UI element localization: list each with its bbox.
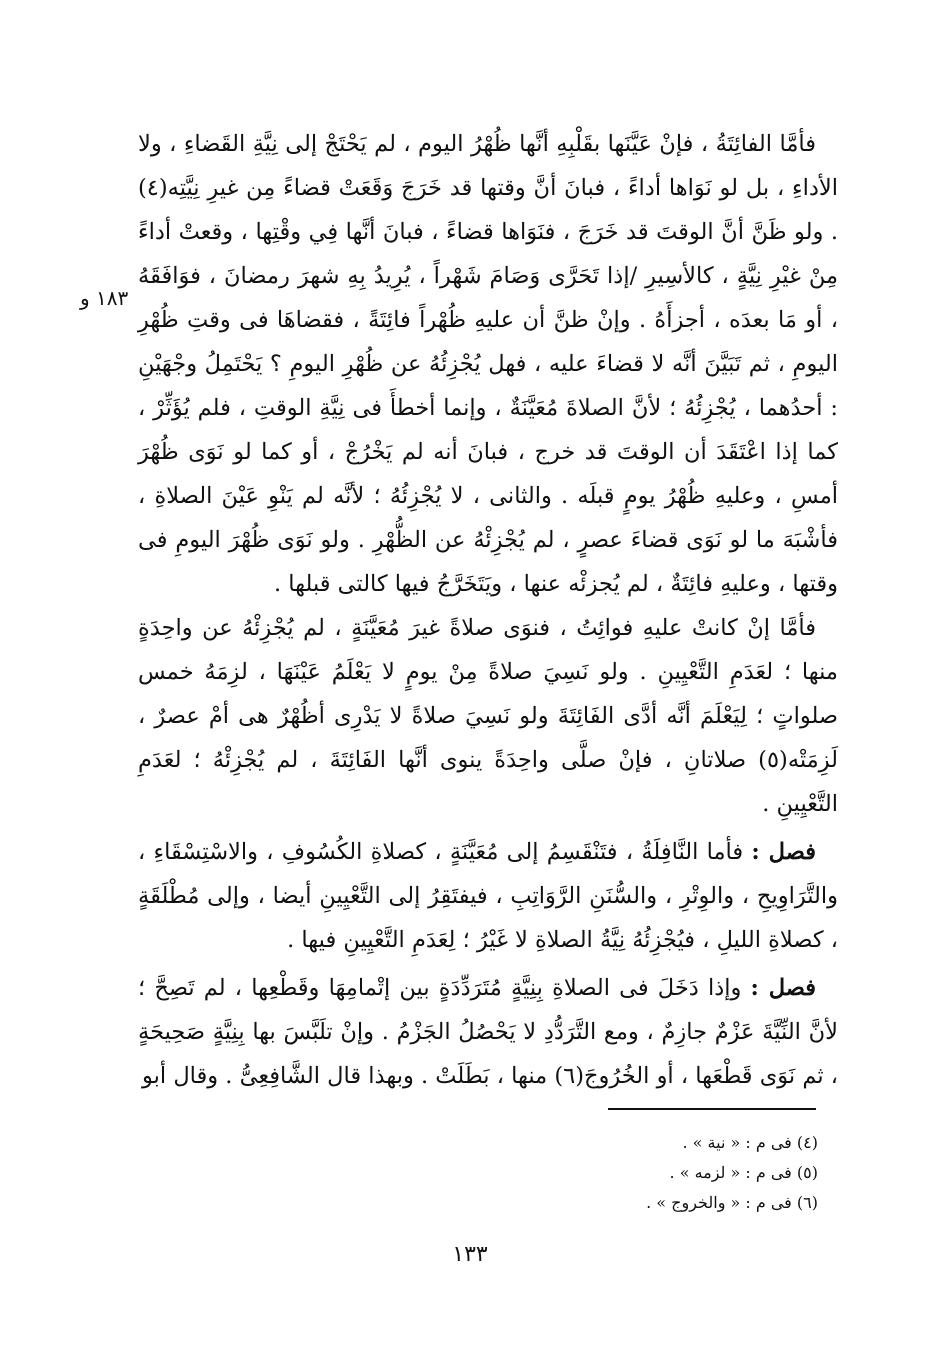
- paragraph-3-text: فأما النَّافِلَةُ ، فتَنْقَسِمُ إلى مُعَيَّنَةٍ ، كصلاةِ الكُسُوفِ ، والاسْتِسْقَاءِ ، والتَّرَاوِيحِ ، والوِتْرِ ، والسُّنَنِ الرَّوَاتِبِ ، فيفتَقِرُ إلى التَّعْيِينِ أيضا ، وإلى مُطْلَقَةٍ ، كصلاةِ الليلِ ، فيُجْزِئُهُ نِيَّةُ الصلاةِ لا غَيْرُ ؛ لِعَدَمِ التَّعْيِينِ فيها .: [138, 839, 838, 953]
- paragraph-fasl-taraddud: [138, 966, 838, 1098]
- margin-folio-note: ١٨٣ و: [80, 286, 129, 310]
- footnote-5: (٥) فى م : « لزمه » .: [669, 1163, 818, 1182]
- page-number: ١٣٣: [452, 1242, 488, 1267]
- paragraph-2: [138, 606, 838, 826]
- main-text: [138, 122, 838, 1098]
- footnote-6: (٦) فى م : « والخروج » .: [646, 1193, 818, 1212]
- paragraph-4-text: وإذا دَخَلَ فى الصلاةِ بِنِيَّةٍ مُتَرَدِّدَةٍ بين إتْمامِهَا وقَطْعِها ، لم تَصِحَّ ؛ لأنَّ النِّيَّةَ عَزْمٌ جازِمٌ ، ومع التَّرَدُّدِ لا يَحْصُلُ الجَزْمُ . وإنْ تلَبَّسَ بها بِنِيَّةٍ صَحِيحَةٍ ، ثم نَوَى قَطْعَها ، أو الخُرُوجَ(٦) منها ، بَطَلَتْ . وبهذا قال الشَّافِعِىُّ . وقال أبو: [138, 975, 838, 1089]
- paragraph-1: [138, 122, 838, 606]
- section-heading-fasl: فصل :: [750, 975, 817, 1001]
- footnotes: [500, 1128, 818, 1218]
- footnote-4: (٤) فى م : « نية » .: [682, 1133, 818, 1152]
- section-heading-fasl: فصل :: [751, 839, 816, 865]
- footnote-divider: [608, 1108, 816, 1110]
- paragraph-1-text: فأمَّا الفائِتَةُ ، فإنْ عَيَّنَها بقَلْبِهِ أنَّها ظُهْرُ اليوم ، لم يَحْتَجْ إلى نِيَّةِ القَضاءِ ، ولا الأداءِ ، بل لو نَوَاها أداءً ، فبانَ أنَّ وقتها قد خَرَجَ وَقَعَتْ قضاءً مِن غيرِ نِيَّتِه(٤) . ولو ظَنَّ أنَّ الوقتَ قد خَرَجَ ، فنَوَاها قضاءً ، فبانَ أنَّها فِي وقْتِها ، وقعتْ أداءً مِنْ غيْرِ نِيَّةٍ ، كالأسِيرِ /إذا تَحَرَّى وَصَامَ شَهْراً ، يُرِيدُ بِهِ شهرَ رمضانَ ، فوَافَقَهُ ، أو مَا بعدَه ، أجزأَهُ . وإنْ ظنَّ أن عليهِ ظُهْراً فائِتَةً ، فقضاهَا فى وقتِ ظُهْرِ اليومِ ، ثم تَبَيَّنَ أنَّه لا قضاءَ عليه ، فهل يُجْزِئُهُ عن ظُهْرِ اليومِ ؟ يَحْتَمِلُ وجْهَيْنِ : أحدُهما ، يُجْزِئُهُ ؛ لأنَّ الصلاةَ مُعَيَّنَةٌ ، وإنما أخطأَ فى نِيَّةِ الوقتِ ، فلم يُؤَثِّرْ ، كما إذا اعْتَقَدَ أن الوقتَ قد خرج ، فبانَ أنه لم يَخْرُجْ ، أو كما لو نَوَى ظُهْرَ أمسِ ، وعليهِ ظُهْرُ يومٍ قبلَه . والثانى ، لا يُجْزِئُهُ ؛ لأنَّه لم يَنْوِ عَيْنَ الصلاةِ ، فأشْبَهَ ما لو نَوَى قضاءَ عصرٍ ، لم يُجْزِئْهُ عن الظُّهْرِ . ولو نَوَى ظُهْرَ اليومِ فى وقتها ، وعليهِ فائِتَةٌ ، لم يُجزئْه عنها ، ويَتَخَرَّجُ فيها كالتى قبلها .: [138, 131, 838, 597]
- paragraph-2-text: فأمَّا إنْ كانتْ عليهِ فوائِتُ ، فنوَى صلاةً غيرَ مُعَيَّنَةٍ ، لم يُجْزِئْهُ عن واحِدَةٍ منها ؛ لعَدَمِ التَّعْيِينِ . ولو نَسِيَ صلاةً مِنْ يومٍ لا يَعْلَمُ عَيْنَهَا ، لزِمَهُ خمس صلواتٍ ؛ لِيَعْلَمَ أنَّه أدَّى الفَائِتَةَ ولو نَسِيَ صلاةً لا يَدْرِى أظُهْرٌ هى أمْ عصرٌ ، لَزِمَتْه(٥) صلاتانِ ، فإنْ صلَّى واحِدَةً ينوى أنَّها الفَائِتَةَ ، لم يُجْزِئْهُ ؛ لعَدَمِ التَّعْيِينِ .: [138, 615, 838, 817]
- paragraph-fasl-nafila: [138, 830, 838, 962]
